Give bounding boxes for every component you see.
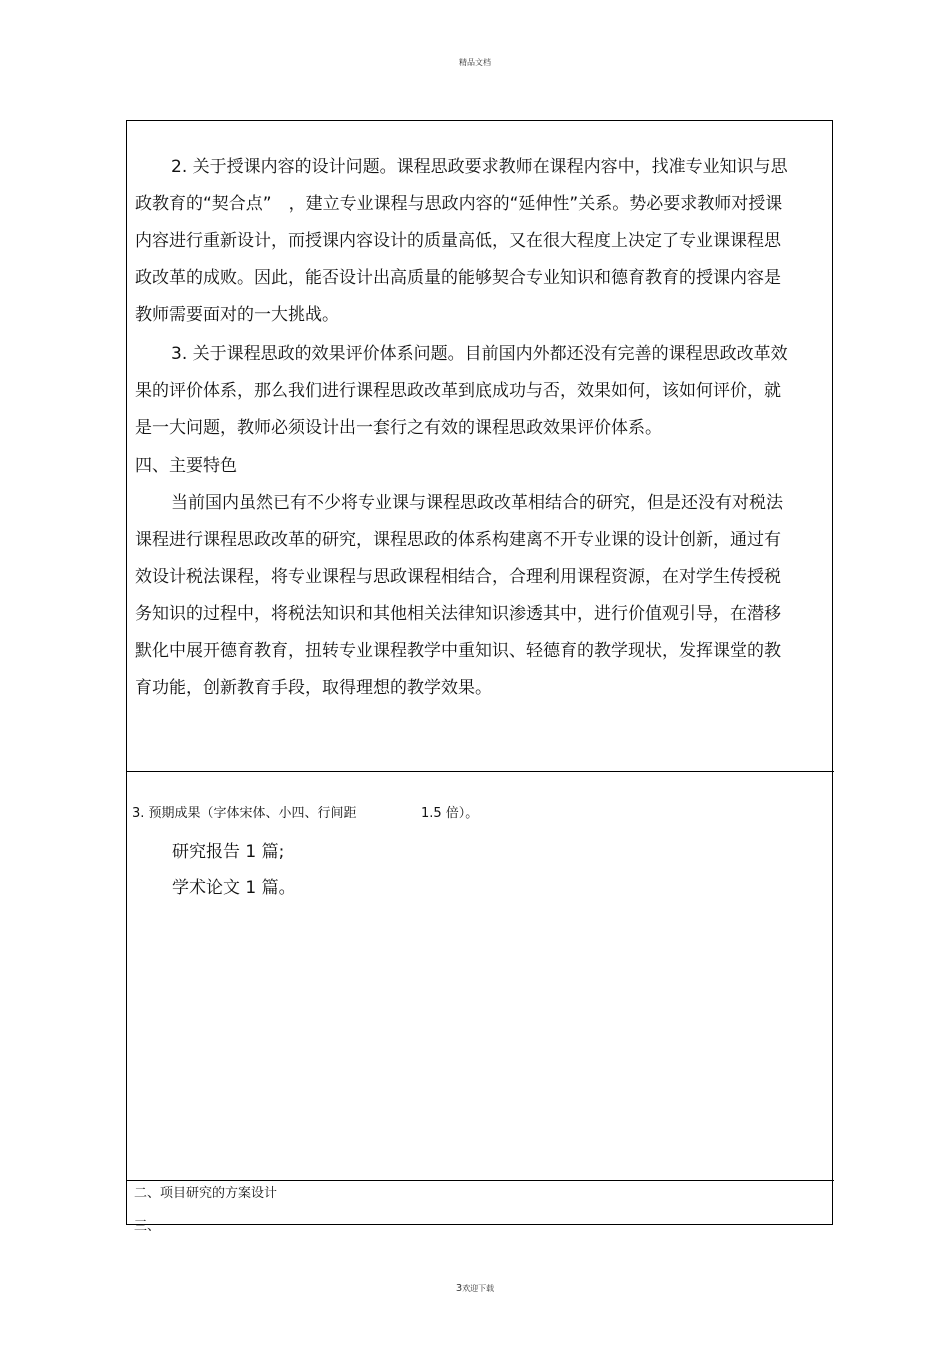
section-label-design: 二、项目研究的方案设计	[134, 1186, 278, 1201]
page-header: 精品文档	[459, 58, 491, 67]
expected-results-label-suffix: 1.5 倍）。	[421, 806, 479, 821]
footer-text: 欢迎下载	[462, 1284, 495, 1293]
page-footer	[0, 1283, 950, 1294]
table-divider	[126, 1180, 834, 1181]
result-item-paper: 学术论文 1 篇。	[172, 878, 296, 898]
paragraph-evaluation-system: 3. 关于课程思政的效果评价体系问题。目前国内外都还没有完善的课程思政改革效果的评价体系，那么我们进行课程思政改革到底成功与否，效果如何，该如何评价，就是一大问题，教师必须设计出一套行之有效的课程思政效果评价体系。	[135, 344, 788, 438]
page-number: 3	[455, 1283, 463, 1294]
paragraph-content-design: 2. 关于授课内容的设计问题。课程思政要求教师在课程内容中，找准专业知识与思政教育的“契合点” ，建立专业课程与思政内容的“延伸性”关系。势必要求教师对授课内容进行重新设计，而授课内容设计的质量高低，又在很大程度上决定了专业课课程思政改革的成败。因此，能否设计出高质量的能够契合专业知识和德育教育的授课内容是教师需要面对的一大挑战。	[135, 157, 788, 325]
expected-results-label: 3. 预期成果（字体宋体、小四、行间距	[132, 806, 357, 821]
result-item-report: 研究报告 1 篇;	[172, 842, 285, 862]
section-label-next: 三、	[134, 1219, 161, 1234]
table-divider	[126, 771, 834, 772]
paragraph-main-features: 当前国内虽然已有不少将专业课与课程思政改革相结合的研究，但是还没有对税法课程进行课程思政改革的研究，课程思政的体系构建离不开专业课的设计创新，通过有效设计税法课程，将专业课程与思政课程相结合，合理利用课程资源，在对学生传授税务知识的过程中，将税法知识和其他相关法律知识渗透其中，进行价值观引导，在潜移默化中展开德育教育，扭转专业课程教学中重知识、轻德育的教学现状，发挥课堂的教育功能，创新教育手段，取得理想的教学效果。	[135, 493, 783, 698]
heading-main-features: 四、主要特色	[135, 456, 237, 476]
